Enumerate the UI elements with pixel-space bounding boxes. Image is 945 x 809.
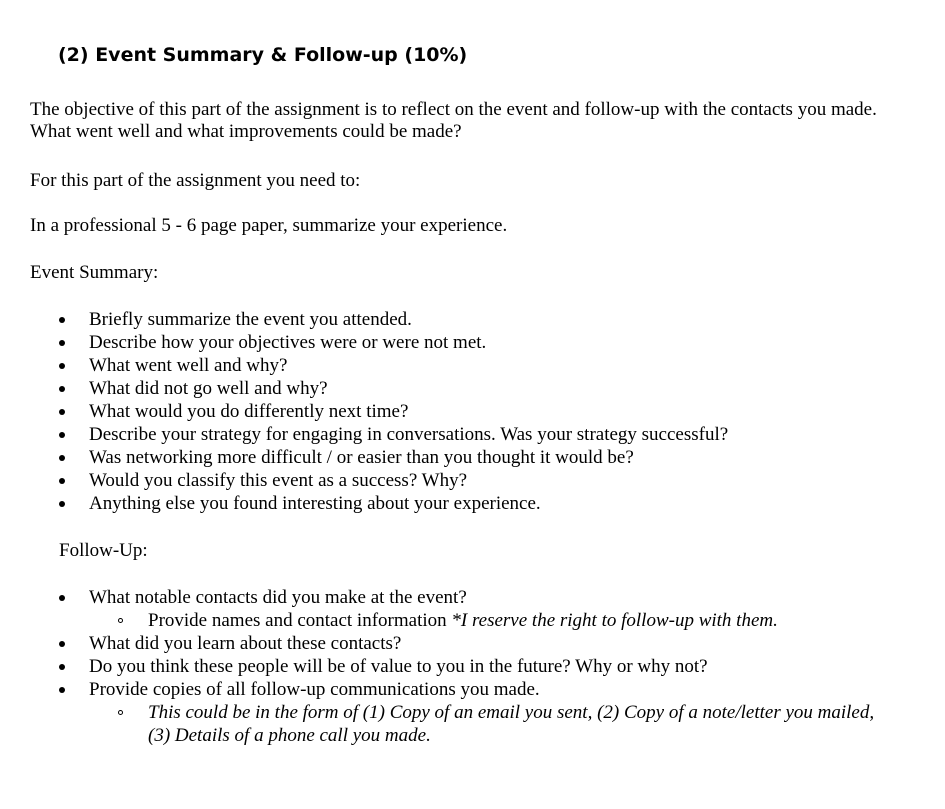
bullet-icon — [59, 340, 65, 346]
follow-up-list — [0, 586, 874, 747]
bullet-icon — [59, 478, 65, 484]
event-summary-list — [0, 308, 728, 515]
objective-paragraph — [30, 99, 877, 143]
section-heading: (2) Event Summary & Follow-up (10%) — [58, 44, 468, 66]
circle-bullet-icon — [118, 618, 123, 623]
bullet-icon — [59, 455, 65, 461]
list-item: Describe your strategy for engaging in conversations. Was your strategy successful? — [0, 423, 728, 446]
objective-line-1: The objective of this part of the assignment is to reflect on the event and follow-up with the contacts you made. — [30, 99, 877, 120]
list-item: Provide copies of all follow-up communications you made. This could be in the form of (1) Copy of an email you sent, (2) Copy of a note/letter you mailed, (3) Details of a phone call you made. — [0, 678, 874, 747]
bullet-icon — [59, 664, 65, 670]
bullet-icon — [59, 595, 65, 601]
list-item: Briefly summarize the event you attended. — [0, 308, 728, 331]
objective-line-2: What went well and what improvements could be made? — [30, 121, 462, 142]
bullet-icon — [59, 409, 65, 415]
paper-instruction: In a professional 5 - 6 page paper, summarize your experience. — [30, 215, 508, 236]
bullet-icon — [59, 687, 65, 693]
list-item: Would you classify this event as a success? Why? — [0, 469, 728, 492]
bullet-icon — [59, 432, 65, 438]
follow-up-label: Follow-Up: — [59, 540, 148, 561]
bullet-icon — [59, 501, 65, 507]
bullet-icon — [59, 386, 65, 392]
list-item: What would you do differently next time? — [0, 400, 728, 423]
sub-list-item: This could be in the form of (1) Copy of an email you sent, (2) Copy of a note/letter you mailed, (3) Details of a phone call you made. — [89, 701, 874, 747]
bullet-icon — [59, 641, 65, 647]
list-item: What went well and why? — [0, 354, 728, 377]
list-item: Do you think these people will be of value to you in the future? Why or why not? — [0, 655, 874, 678]
bullet-icon — [59, 363, 65, 369]
list-item: What notable contacts did you make at the event? Provide names and contact information *I reserve the right to follow-up with them. — [0, 586, 874, 632]
list-item: Was networking more difficult / or easier than you thought it would be? — [0, 446, 728, 469]
list-item: What did you learn about these contacts? — [0, 632, 874, 655]
circle-bullet-icon — [118, 710, 123, 715]
list-item: Describe how your objectives were or were not met. — [0, 331, 728, 354]
instructions-intro: For this part of the assignment you need to: — [30, 170, 361, 191]
event-summary-label: Event Summary: — [30, 262, 159, 283]
list-item: What did not go well and why? — [0, 377, 728, 400]
list-item: Anything else you found interesting about your experience. — [0, 492, 728, 515]
sub-list-item: Provide names and contact information *I reserve the right to follow-up with them. — [89, 609, 874, 632]
bullet-icon — [59, 317, 65, 323]
